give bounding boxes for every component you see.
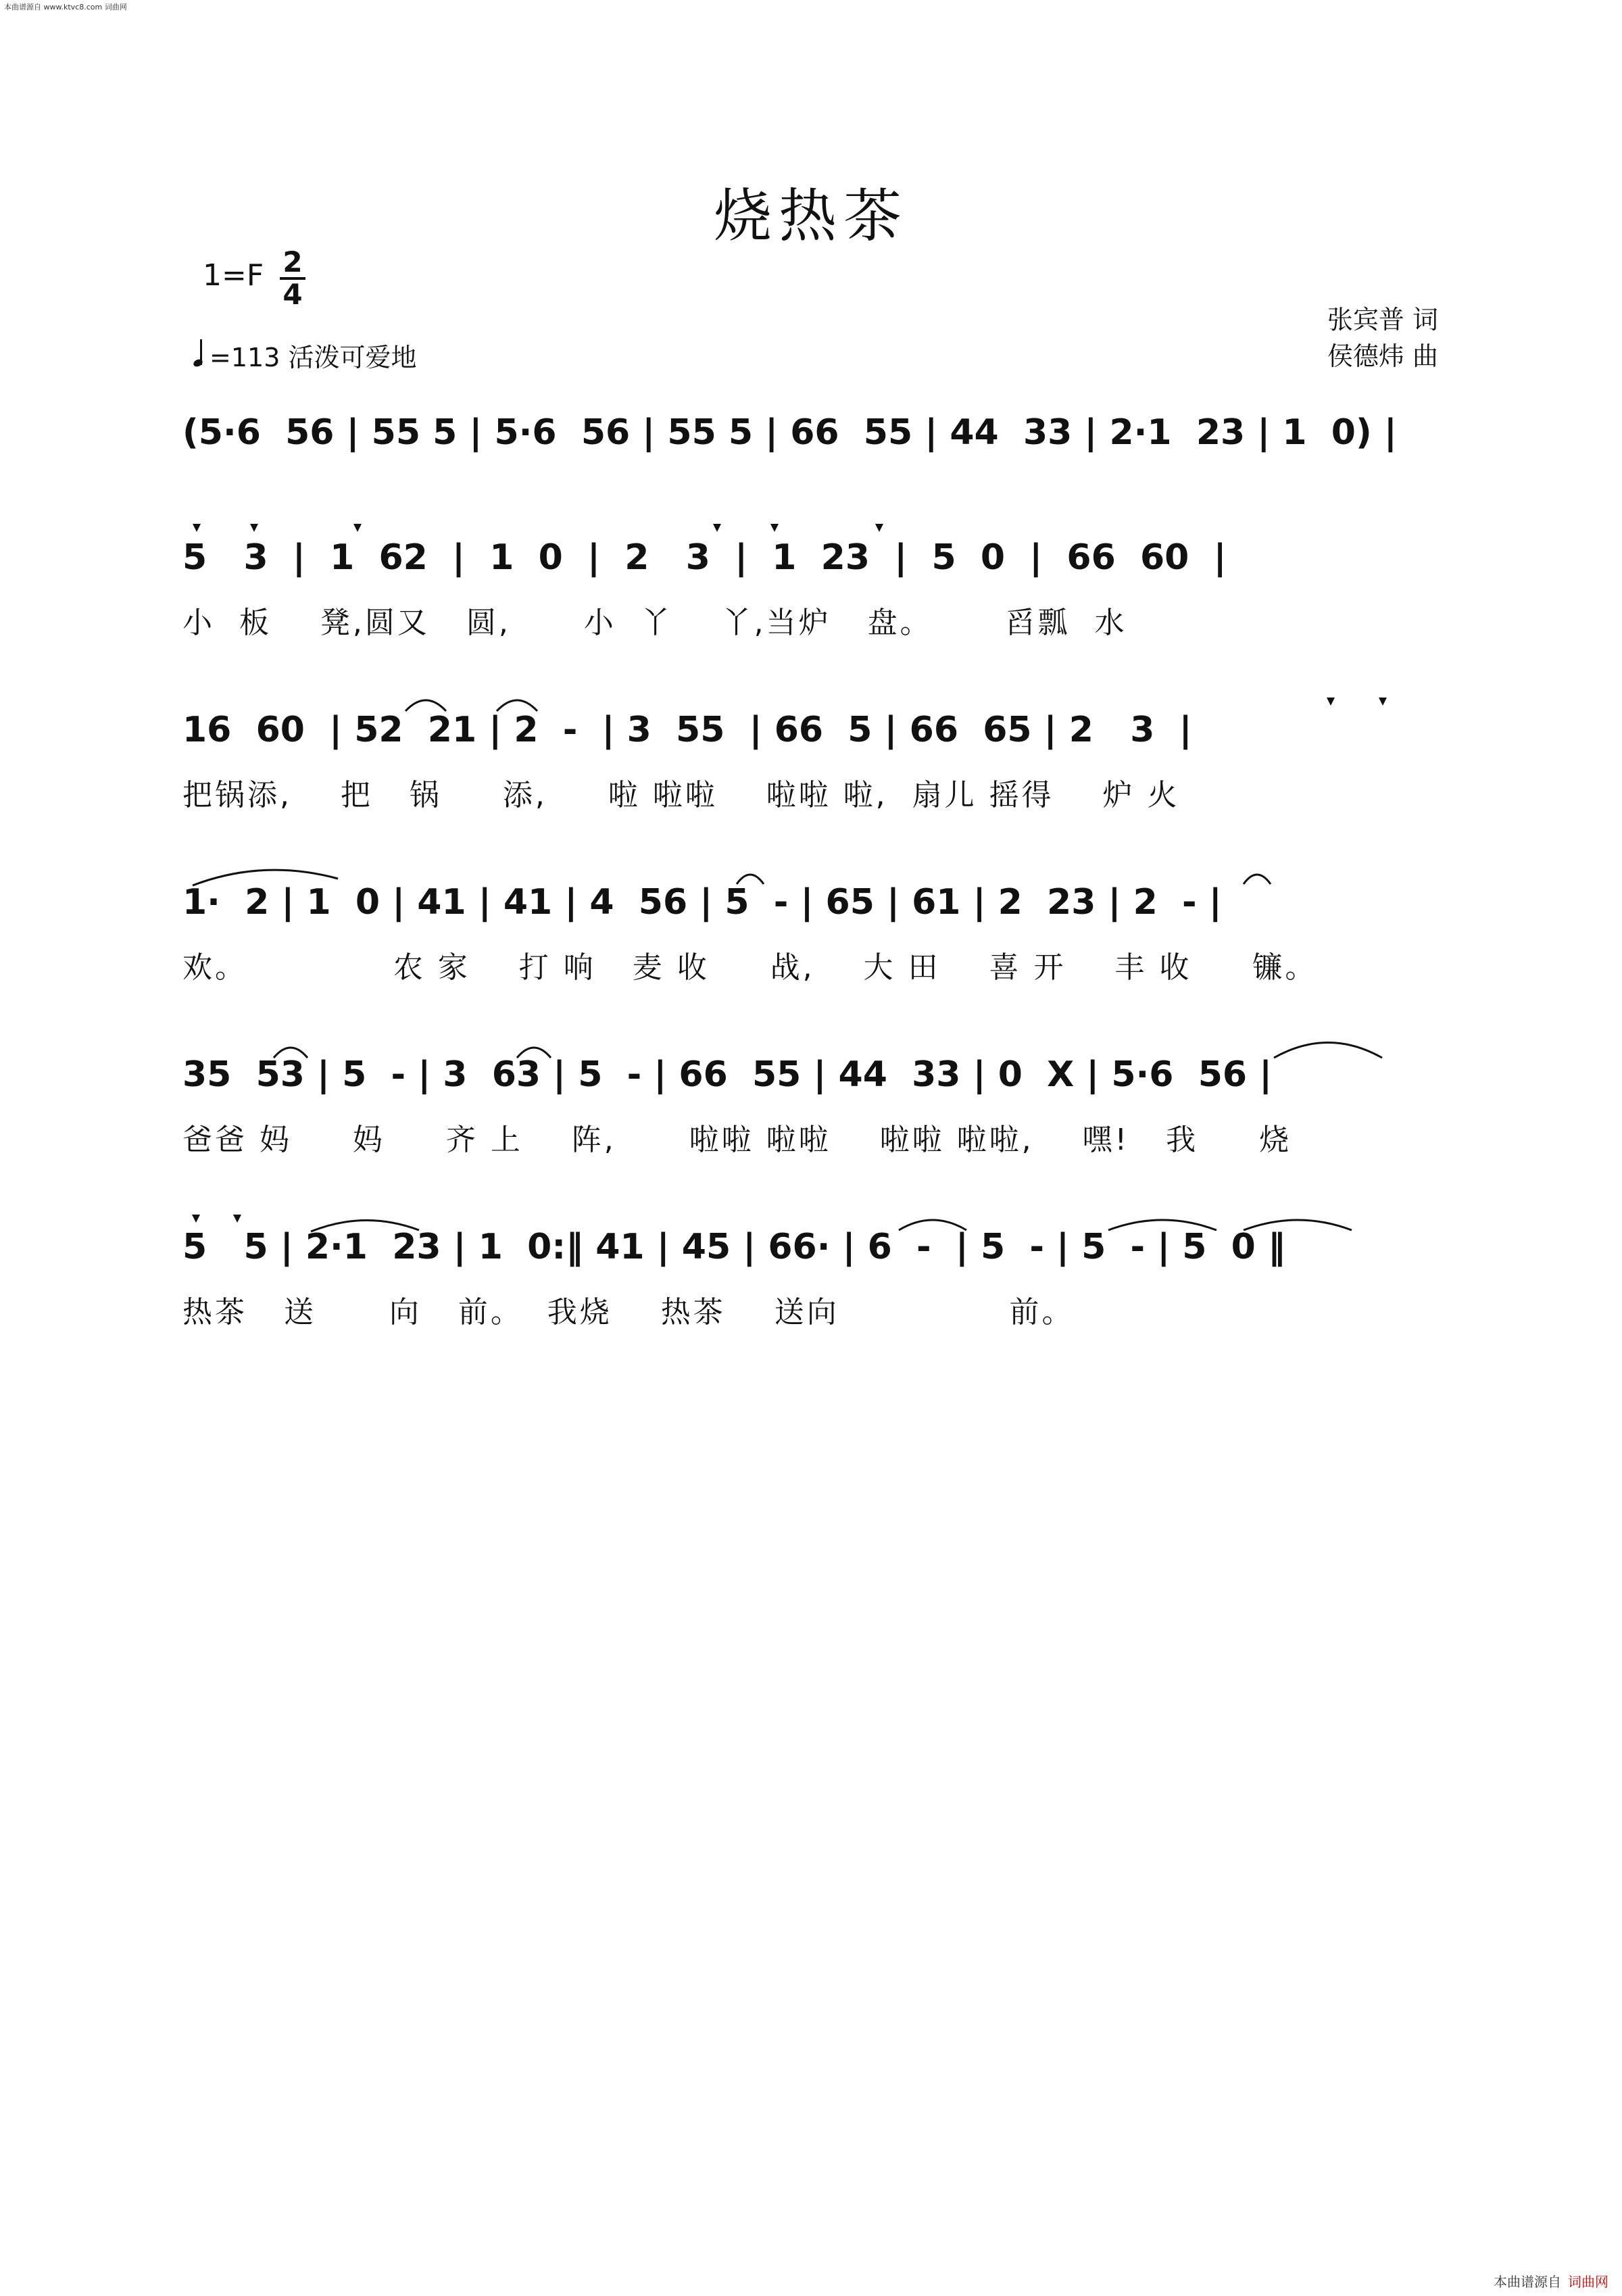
quarter-note-icon [195,339,204,373]
credits [1327,301,1438,374]
notation-row: 16 60 | 52 21 | 2 - | 3 55 | 66 5 | 66 65 | 2 3 | [182,710,1192,750]
footer-site-name: 词曲网 [1568,2274,1608,2290]
lyrics-row: 把锅添, 把 锅 添, 啦 啦啦 啦啦 啦, 扇儿 摇得 炉 火 [182,778,1180,812]
lyrics-row: 小 板 凳,圆又 圆, 小 丫 丫,当炉 盘。 舀瓢 水 [182,606,1127,640]
composer: 侯德炜 曲 [1327,341,1438,371]
footer-site-text: 本曲谱源自 [1494,2274,1561,2290]
footer-watermark [1494,2271,1608,2291]
notation-row: 1· 2 | 1 0 | 41 | 41 | 4 56 | 5 - | 65 | 61 | 2 23 | 2 - | [182,882,1222,923]
tempo-text: =113 活泼可爱地 [210,343,417,372]
lyrics-row: 爸爸 妈 妈 齐 上 阵, 啦啦 啦啦 啦啦 啦啦, 嘿! 我 烧 [182,1123,1292,1157]
lyrics-row: 热茶 送 向 前。 我烧 热茶 送向 前。 [182,1295,1075,1329]
key-signature: 1=F [203,258,264,293]
time-denominator: 4 [282,278,303,311]
notation-row: 5 3 | 1 62 | 1 0 | 2 3 | 1 23 | 5 0 | 66 60 | [182,537,1227,578]
notation-row: 35 53 | 5 - | 3 63 | 5 - | 66 55 | 44 33 | 0 X | 5·6 56 | [182,1054,1273,1095]
watermark-header: 本曲谱源自 www.ktvc8.com 词曲网 [4,3,127,11]
song-title: 烧热茶 [714,182,908,250]
time-signature [280,247,305,310]
lyricist: 张宾普 词 [1327,305,1438,335]
notation-row: 5 5 | 2·1 23 | 1 0:‖ 41 | 45 | 66· | 6 - | 5 - | 5 - | 5 0 ‖ [182,1227,1285,1267]
lyrics-row: 欢。 农 家 打 响 麦 收 战, 大 田 喜 开 丰 收 镰。 [182,950,1318,985]
notation-row: (5·6 56 | 55 5 | 5·6 56 | 55 5 | 66 55 | 44 33 | 2·1 23 | 1 0) | [182,412,1397,453]
tempo-marking [195,337,416,374]
time-numerator: 2 [280,247,305,280]
